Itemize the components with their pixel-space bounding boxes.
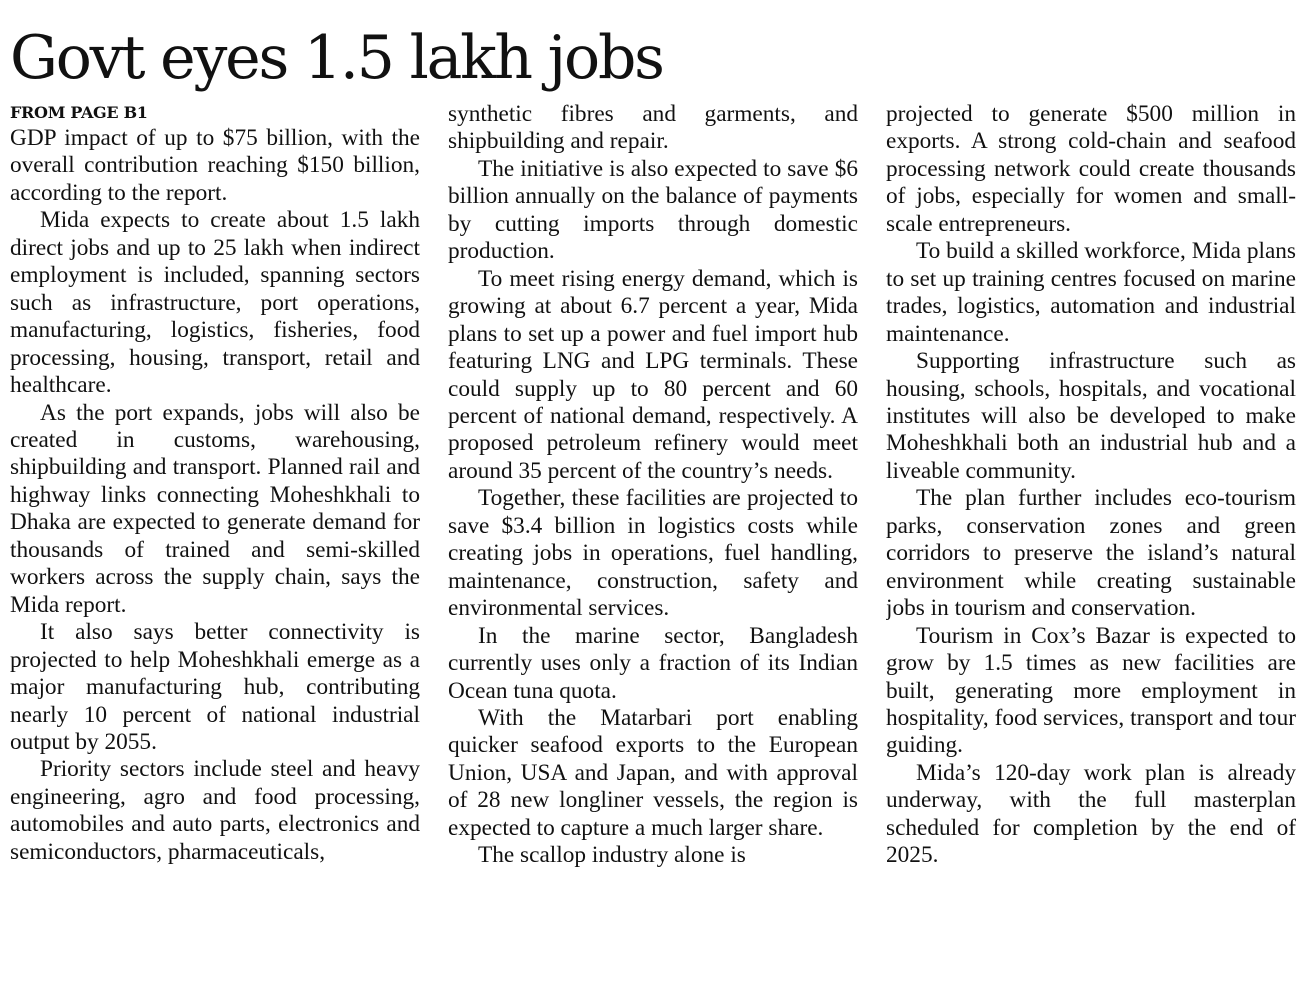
paragraph: The scallop industry alone is <box>478 842 746 869</box>
article-column-2 <box>448 101 858 991</box>
paragraph: Tourism in Cox’s Bazar is expected to grow by 1.5 times as new facilities are built, generating more employment in hospitality, food services, transport and tour guiding. <box>886 622 1296 759</box>
paragraph: Supporting infrastructure such as housing, schools, hospitals, and vocational institutes will also be developed to make Moheshkhali both an industrial hub and a liveable community. <box>886 348 1296 484</box>
paragraph: With the Matarbari port enabling quicker seafood exports to the European Union, USA and Japan, and with approval of 28 new longliner vessels, the region is expected to capture a much larger share. <box>448 704 858 841</box>
paragraph: In the marine sector, Bangladesh currently uses only a fraction of its Indian Ocean tuna quota. <box>448 622 858 704</box>
paragraph: projected to generate $500 million in exports. A strong cold-chain and seafood processing network could create thousands of jobs, especially for women and small-scale entrepreneurs. <box>886 101 1296 237</box>
paragraph: The initiative is also expected to save $6 billion annually on the balance of payments by cutting imports through domestic production. <box>448 155 858 265</box>
paragraph: The plan further includes eco-tourism parks, conservation zones and green corridors to preserve the island’s natural environment while creating sustainable jobs in tourism and conservation. <box>886 485 1296 622</box>
paragraph: GDP impact of up to $75 billion, with the overall contribution reaching $150 billion, according to the report. <box>10 125 420 206</box>
continuation-kicker: FROM PAGE B1 <box>10 103 148 122</box>
paragraph: Priority sectors include steel and heavy engineering, agro and food processing, automobiles and auto parts, electronics and semiconductors, pharmaceuticals, <box>10 756 420 865</box>
paragraph: As the port expands, jobs will also be created in customs, warehousing, shipbuilding and transport. Planned rail and highway links connecting Moheshkhali to Dhaka are expected to generate demand for thousands of trained and semi-skilled workers across the supply chain, says the Mida report. <box>10 399 420 618</box>
article-column-3 <box>886 101 1296 991</box>
paragraph: Mida’s 120-day work plan is already underway, with the full masterplan scheduled for completion by the end of 2025. <box>886 759 1296 869</box>
paragraph: Together, these facilities are projected to save $3.4 billion in logistics costs while creating jobs in operations, fuel handling, maintenance, construction, safety and environmental services. <box>448 485 858 622</box>
paragraph: To build a skilled workforce, Mida plans to set up training centres focused on marine trades, logistics, automation and industrial maintenance. <box>886 238 1296 347</box>
paragraph: synthetic fibres and garments, and shipbuilding and repair. <box>448 101 858 155</box>
paragraph: It also says better connectivity is projected to help Moheshkhali emerge as a major manufacturing hub, contributing nearly 10 percent of national industrial output by 2055. <box>10 619 420 755</box>
paragraph: To meet rising energy demand, which is growing at about 6.7 percent a year, Mida plans to set up a power and fuel import hub featuring LNG and LPG terminals. These could supply up to 80 percent and 60 percent of national demand, respectively. A proposed petroleum refinery would meet around 35 percent of the country’s needs. <box>448 265 858 484</box>
article-column-1 <box>10 101 420 991</box>
paragraph: Mida expects to create about 1.5 lakh direct jobs and up to 25 lakh when indirect employment is included, spanning sectors such as infrastructure, port operations, manufacturing, logistics, fisheries, food processing, housing, transport, retail and healthcare. <box>10 207 420 399</box>
headline: Govt eyes 1.5 lakh jobs <box>10 23 663 93</box>
